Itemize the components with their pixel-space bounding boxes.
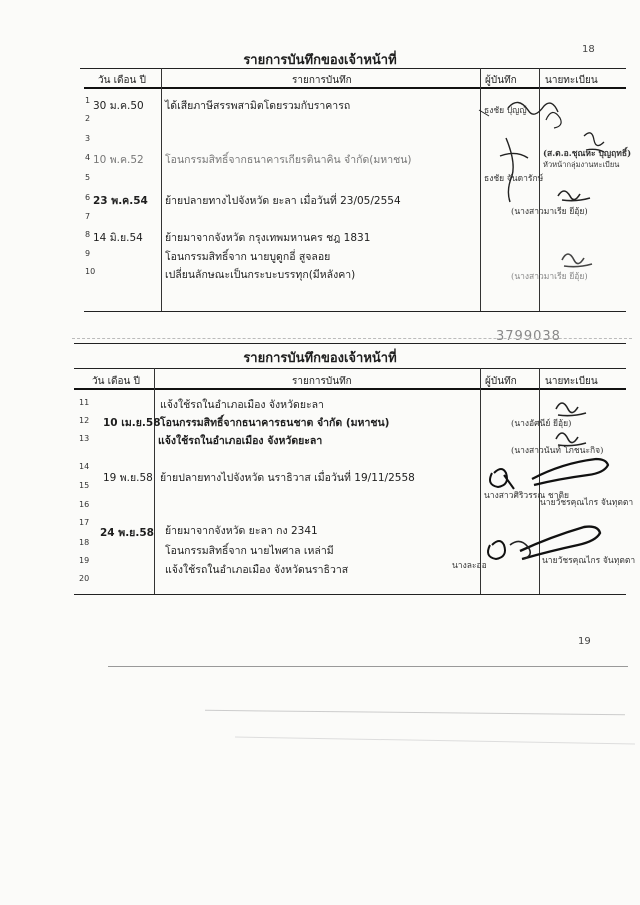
- row-number: 1: [85, 96, 91, 105]
- row-number: 9: [85, 249, 91, 258]
- row-number: 13: [79, 434, 90, 443]
- entry-date: 14 มิ.ย.54: [93, 232, 143, 244]
- row-number: 17: [79, 518, 90, 527]
- document-stamp-number: 3799038: [496, 329, 561, 344]
- top-header-registrar: นายทะเบียน: [545, 75, 598, 86]
- top-table-bottom-border: [84, 311, 626, 312]
- row-number: 10: [85, 267, 96, 276]
- bottom-page-number: 19: [578, 636, 591, 647]
- blank-rule-line: [108, 666, 628, 667]
- top-table-top-border: [84, 68, 626, 69]
- bottom-table-top-border: [74, 368, 626, 369]
- registrar-name: นายวัชรคุณไกร จันทุตตา: [540, 498, 634, 508]
- bottom-title-line: [74, 343, 626, 344]
- entry-text: เปลี่ยนลักษณะเป็นกระบะบรรทุก(มีหลังคา): [165, 269, 356, 281]
- bottom-table-title: รายการบันทึกของเจ้าหน้าที่: [243, 351, 397, 366]
- bottom-header-entry: รายการบันทึก: [292, 376, 352, 387]
- row-number: 19: [79, 556, 90, 565]
- top-table-title: รายการบันทึกของเจ้าหน้าที่: [243, 53, 397, 68]
- entry-text: โอนกรรมสิทธิ์จาก นายบูดูกอี่ สูจลอย: [165, 251, 331, 263]
- top-table-divider-date: [161, 68, 162, 311]
- entry-text: ย้ายมาจากจังหวัด กรุงเทพมหานคร ชฎ 1831: [165, 232, 371, 244]
- entry-date: 23 พ.ค.54: [93, 195, 148, 207]
- bottom-header-registrar: นายทะเบียน: [545, 376, 598, 387]
- entry-date: 30 ม.ค.50: [93, 100, 144, 112]
- blank-rule-line: [205, 710, 625, 715]
- entry-text: แจ้งใช้รถในอำเภอเมือง จังหวัดยะลา: [160, 399, 324, 411]
- entry-text: โอนกรรมสิทธิ์จากธนาคารธนชาต จำกัด (มหาชน): [160, 417, 390, 429]
- registrar-name: (นางสาวนันท์ โภชนะกิจ): [511, 446, 604, 456]
- row-number: 8: [85, 230, 91, 239]
- entry-date: 24 พ.ย.58: [100, 527, 154, 539]
- recorder-signature: ธงชัย ปุญญ์: [484, 106, 527, 116]
- row-number: 16: [79, 500, 90, 509]
- row-number: 15: [79, 481, 90, 490]
- handwritten-signatures: [470, 395, 625, 585]
- bottom-header-date: วัน เดือน ปี: [92, 376, 140, 387]
- top-header-date: วัน เดือน ปี: [98, 75, 146, 86]
- top-header-entry: รายการบันทึก: [292, 75, 352, 86]
- bottom-table-divider-date: [154, 368, 155, 594]
- handwritten-signatures: [478, 90, 628, 300]
- entry-text: แจ้งใช้รถในอำเภอเมือง จังหวัดยะลา: [158, 435, 323, 447]
- entry-date: 19 พ.ย.58: [103, 472, 153, 484]
- recorder-signature: นางละออ: [452, 561, 487, 571]
- row-number: 6: [85, 193, 91, 202]
- entry-text: โอนกรรมสิทธิ์จาก นายไพศาล เหล่ามี: [165, 545, 334, 557]
- row-number: 3: [85, 134, 91, 143]
- row-number: 14: [79, 462, 90, 471]
- registrar-name: (นางสาวมาเรีย ยีอุ้ย): [511, 207, 588, 217]
- entry-text: แจ้งใช้รถในอำเภอเมือง จังหวัดนราธิวาส: [165, 564, 349, 576]
- entry-text: ย้ายปลายทางไปจังหวัด ยะลา เมื่อวันที่ 23/05/2554: [165, 195, 401, 207]
- entry-text: โอนกรรมสิทธิ์จากธนาคารเกียรตินาคิน จำกัด(มหาชน): [165, 154, 412, 166]
- row-number: 7: [85, 212, 91, 221]
- registrar-name: นายวัชรคุณไกร จันทุตตา: [542, 556, 636, 566]
- row-number: 5: [85, 173, 91, 182]
- row-number: 18: [79, 538, 90, 547]
- row-number: 11: [79, 398, 90, 407]
- blank-rule-line: [235, 737, 635, 745]
- bottom-header-recorder: ผู้บันทึก: [485, 376, 517, 387]
- top-header-recorder: ผู้บันทึก: [485, 75, 517, 86]
- bottom-table-bottom-border: [74, 594, 626, 595]
- row-number: 20: [79, 574, 90, 583]
- row-number: 12: [79, 416, 90, 425]
- registrar-position: หัวหน้ากลุ่มงานทะเบียน: [543, 160, 620, 169]
- row-number: 4: [85, 153, 91, 162]
- registrar-name: (นางสาวมาเรีย ยีอุ้ย): [511, 272, 588, 282]
- entry-text: ย้ายมาจากจังหวัด ยะลา กง 2341: [165, 525, 318, 537]
- registrar-name: (นางอัศนีย์ ยีอุ้ย): [511, 419, 572, 429]
- top-page-number: 18: [582, 44, 595, 55]
- recorder-signature: นางสาวศิริวรรณ ชาติย: [484, 491, 569, 501]
- recorder-signature: ธงชัย จันดารักษ์: [484, 174, 544, 184]
- entry-date: 10 พ.ค.52: [93, 154, 144, 166]
- entry-text: ย้ายปลายทางไปจังหวัด นราธิวาส เมื่อวันที่ 19/11/2558: [160, 472, 415, 484]
- entry-text: ได้เสียภาษีสรรพสามิตโดยรวมกับราคารถ: [165, 100, 351, 112]
- registrar-name: (ส.ต.อ.ชุณหะ บุญฤทธิ์): [543, 149, 632, 159]
- entry-date: 10 เม.ย.58: [103, 417, 161, 429]
- row-number: 2: [85, 114, 91, 123]
